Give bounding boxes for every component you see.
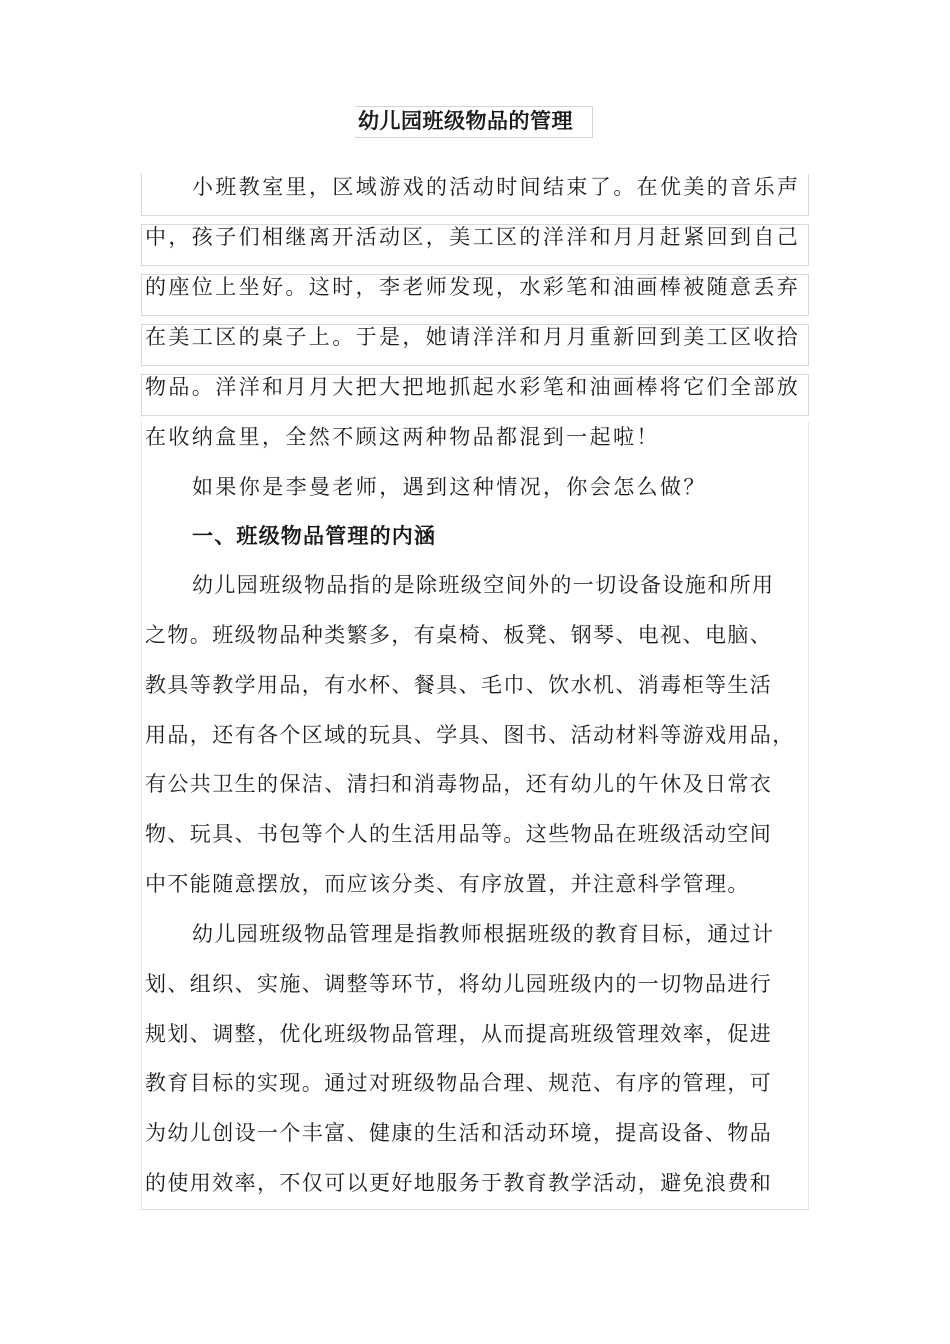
paragraph-line: 的使用效率，不仅可以更好地服务于教育教学活动，避免浪费和 xyxy=(145,1171,773,1195)
paragraph-line: 中不能随意摆放，而应该分类、有序放置，并注意科学管理。 xyxy=(145,872,750,896)
paragraph-line: 教育目标的实现。通过对班级物品合理、规范、有序的管理，可 xyxy=(145,1071,773,1095)
paragraph-line: 规划、调整，优化班级物品管理，从而提高班级管理效率，促进 xyxy=(145,1022,773,1046)
page-title: 幼儿园班级物品的管理 xyxy=(358,109,573,133)
paragraph-line: 幼儿园班级物品管理是指教师根据班级的教育目标，通过计 xyxy=(192,922,775,946)
paragraph-line: 为幼儿创设一个丰富、健康的生活和活动环境，提高设备、物品 xyxy=(145,1121,773,1145)
paragraph-line: 有公共卫生的保洁、清扫和消毒物品，还有幼儿的午休及日常衣 xyxy=(145,772,773,796)
paragraph-line: 之物。班级物品种类繁多，有桌椅、板凳、钢琴、电视、电脑、 xyxy=(145,623,773,647)
section-heading: 一、班级物品管理的内涵 xyxy=(192,524,437,548)
story-line: 的座位上坐好。这时，李老师发现，水彩笔和油画棒被随意丢弃 xyxy=(145,275,801,299)
story-line: 小班教室里，区域游戏的活动时间结束了。在优美的音乐声 xyxy=(192,175,801,199)
paragraph-line: 划、组织、实施、调整等环节，将幼儿园班级内的一切物品进行 xyxy=(145,972,773,996)
paragraph-line: 教具等教学用品，有水杯、餐具、毛巾、饮水机、消毒柜等生活 xyxy=(145,673,773,697)
story-line: 中，孩子们相继离开活动区，美工区的洋洋和月月赶紧回到自己 xyxy=(145,225,801,249)
paragraph-line: 用品，还有各个区域的玩具、学具、图书、活动材料等游戏用品， xyxy=(145,723,795,747)
story-line: 在收纳盒里，全然不顾这两种物品都混到一起啦！ xyxy=(145,425,660,449)
question-text: 如果你是李曼老师，遇到这种情况，你会怎么做？ xyxy=(192,475,707,499)
paragraph-line: 幼儿园班级物品指的是除班级空间外的一切设备设施和所用 xyxy=(192,573,775,597)
story-line: 物品。洋洋和月月大把大把地抓起水彩笔和油画棒将它们全部放 xyxy=(145,375,801,399)
story-line: 在美工区的桌子上。于是，她请洋洋和月月重新回到美工区收拾 xyxy=(145,325,801,349)
paragraph-line: 物、玩具、书包等个人的生活用品等。这些物品在班级活动空间 xyxy=(145,822,773,846)
